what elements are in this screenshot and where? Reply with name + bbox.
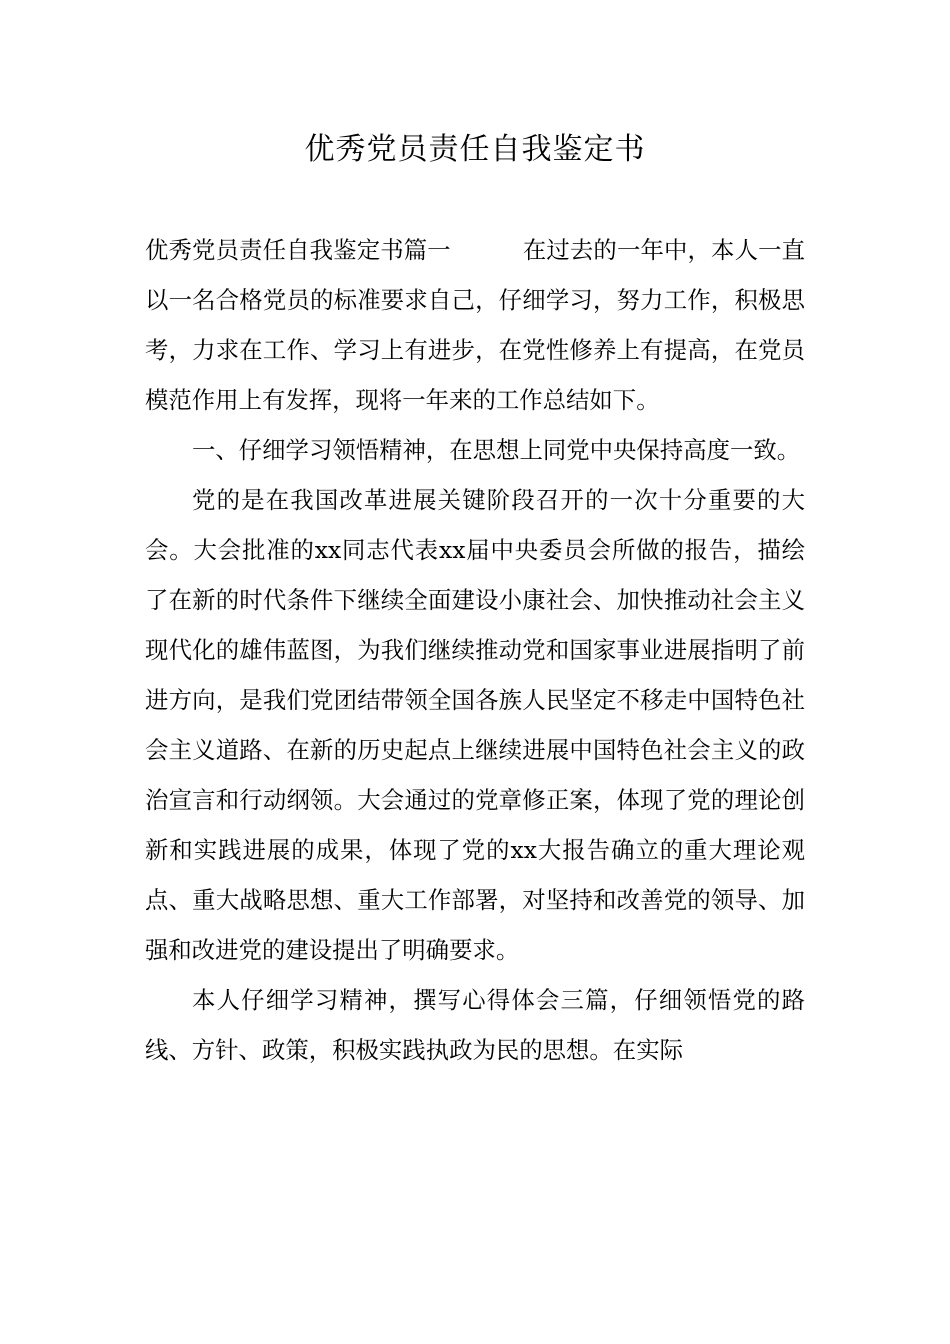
paragraph-study: 本人仔细学习精神，撰写心得体会三篇，仔细领悟党的路线、方针、政策，积极实践执政为民的思想。在实际 <box>145 986 805 1064</box>
paragraph-heading-one: 一、仔细学习领悟精神，在思想上同党中央保持高度一致。 <box>192 436 801 464</box>
paragraph-congress: 党的是在我国改革进展关键阶段召开的一次十分重要的大会。大会批准的xx同志代表xx届中央委员会所做的报告，描绘了在新的时代条件下继续全面建设小康社会、加快推动社会主义现代化的雄伟蓝图，为我们继续推动党和国家事业进展指明了前进方向，是我们党团结带领全国各族人民坚定不移走中国特色社会主义道路、在新的历史起点上继续进展中国特色社会主义的政治宣言和行动纲领。大会通过的党章修正案，体现了党的理论创新和实践进展的成果，体现了党的xx大报告确立的重大理论观点、重大战略思想、重大工作部署，对坚持和改善党的领导、加强和改进党的建设提出了明确要求。 <box>145 486 805 964</box>
section-label: 优秀党员责任自我鉴定书篇一 <box>145 236 451 264</box>
paragraph-intro-text: 在过去的一年中，本人一直以一名合格党员的标准要求自己，仔细学习，努力工作，积极思考，力求在工作、学习上有进步，在党性修养上有提高，在党员模范作用上有发挥，现将一年来的工作总结如下。 <box>145 236 806 414</box>
paragraph-intro <box>145 225 805 425</box>
document-body <box>145 225 805 1075</box>
document-title: 优秀党员责任自我鉴定书 <box>304 132 646 167</box>
